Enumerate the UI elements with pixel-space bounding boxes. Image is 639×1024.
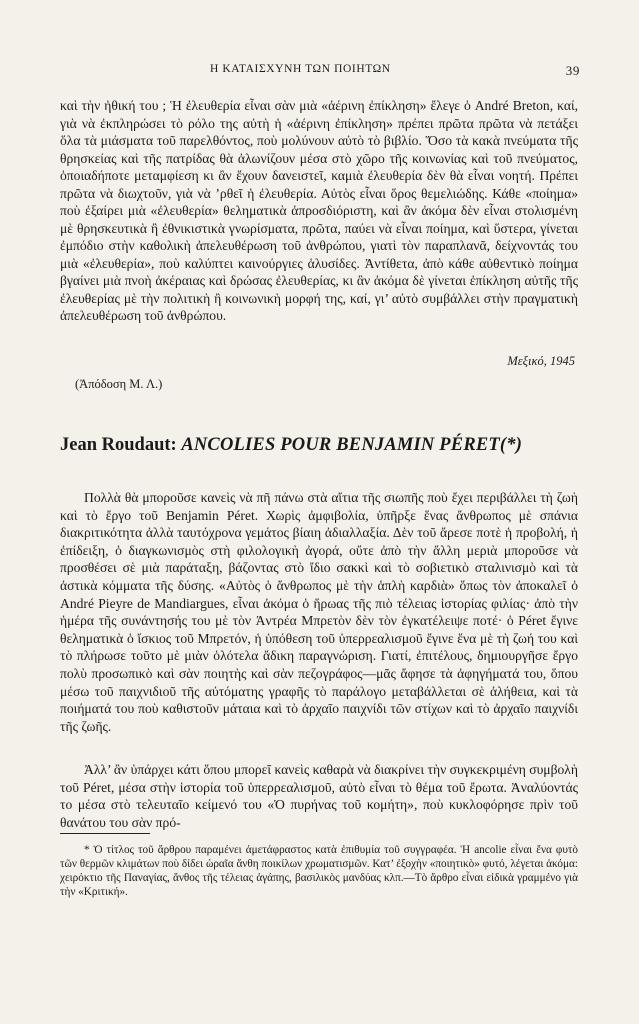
footnote-divider bbox=[60, 833, 150, 834]
article-paragraph-1: Πολλὰ θὰ μποροῦσε κανεὶς νὰ πῆ πάνω στὰ αἴτια τῆς σιωπῆς ποὺ ἔχει περιβάλλει τὴ ζωὴ καὶ τὸ ἔργο τοῦ Benjamin Péret. Χωρὶς ἀμφιβολία, ὑπῆρξε ἕνας ἄνθρωπος μὲ σπάνια διακριτικότητα ἀλλὰ ταυτόχρονα γεμάτος βίαιη ἀδιαλλαξία. Δὲν τοῦ ἄρεσε ποτὲ ἡ προβολή, ἡ ἐπίδειξη, ὁ διαγκωνισμὸς στὴ φιλολογικὴ ἀγορά, οὔτε ἀπὸ τὴν ἄλλη μεριὰ μποροῦσε νὰ προσθέσει σὲ μιὰ παράταξη, βάζοντας στὸ ἴδιο σακκὶ καὶ τὸ σοβιετικὸ σταλινισμὸ καὶ τὰ ἀστικὰ κόμματα τῆς δύσης. «Αὐτὸς ὁ ἄνθρωπος μὲ τὴν ἁπλὴ καρδιὰ» ὅπως τὸν ἀποκαλεῖ ὁ André Pieyre de Mandiargues, εἶναι ἀκόμα ὁ ἥρωας τῆς πιὸ τέλειας ἱστορίας φιλίας· ἀπὸ τὴν ἡμέρα τῆς συνάντησής του μὲ τὸν Ἀντρέα Μπρετὸν δὲν τὸν ἐγκατέλειψε ποτέ· ὁ Péret ἔγινε θεληματικὰ ὁ ἴσκιος τοῦ Μπρετόν, ἡ ὑπόθεση τοῦ ὑπερρεαλισμοῦ ἔγινε ἕνα μὲ τὴ ζωή του καὶ τὸ πλήρωσε τοῦτο μὲ μιὰν ὁλότελα ἄδικη παραγνώριση. Γιατί, ἐπιτέλους, δημιουργῆσε ἔργο πολὺ προσωπικὸ καὶ σὰν ποιητὴς καὶ σὰν πεζογράφος—μᾶς ἄφησε τὰ ἀφηγήματά του, ὅπου μέσω τοῦ παιχνιδιοῦ τῆς αὐτόματης γραφῆς τὸ παράλογο μεταβάλλεται σὲ ἀλήθεια, καὶ τὰ ποιήματά του ποὺ καθιστοῦν μάταια καὶ τὸ ἀρχαῖο παιχνίδι τῶν στίχων καὶ τὸ ἀρχαῖο παιχνίδι τῆς ζωῆς. bbox=[60, 490, 578, 734]
article-author: Jean Roudaut: bbox=[60, 435, 177, 455]
article-heading bbox=[60, 435, 580, 456]
article-paragraph-2: Ἀλλ’ ἂν ὑπάρχει κάτι ὅπου μπορεῖ κανεὶς καθαρὰ νὰ διακρίνει τὴν συγκεκριμένη συμβολὴ τοῦ Péret, μέσα στὴν ἱστορία τοῦ ὑπερρεαλισμοῦ, αὐτὸ εἶναι τὸ θέμα τοῦ ἔρωτα. Ἀναλύοντάς το μέσα στὸ τελευταῖο κείμενό του «Ὁ πυρήνας τοῦ κομήτη», ποὺ κυκλοφόρησε πρὶν τοῦ θανάτου του σὰν πρό- bbox=[60, 762, 578, 830]
translator-credit: (Ἀπόδοση Μ. Λ.) bbox=[75, 377, 163, 391]
page-number: 39 bbox=[565, 63, 580, 78]
footnote: * Ὁ τίτλος τοῦ ἄρθρου παραμένει ἀμετάφραστος κατὰ ἐπιθυμία τοῦ συγγραφέα. Ἡ ancolie εἶναι ἕνα φυτὸ τῶν θερμῶν κλιμάτων ποὺ δίδει ὡραῖα ἄνθη ποικίλων χρωματισμῶν. Κατ’ ἐξοχὴν «ποιητικὸ» φυτό, λέγεται ἀκόμα: χειρόκτιο τῆς Παναγίας, ἄνθος τῆς τέλειας ἀγάπης, βασιλικὸς μανδύας κλπ.—Τὸ ἄρθρο εἶναι εἰδικὰ γραμμένο γιὰ τὴν «Κριτική». bbox=[60, 844, 578, 898]
article-title: ANCOLIES POUR BENJAMIN PÉRET(*) bbox=[181, 435, 523, 455]
preceding-article-paragraph: καὶ τὴν ἠθική του ; Ἡ ἐλευθερία εἶναι σὰν μιὰ «ἀέρινη ἐπίκληση» ἔλεγε ὁ André Breton, καί, γιὰ νὰ ἐκπληρώσει τὸ ρόλο της αὐτὴ ἡ «ἀέρινη ἐπίκληση» πρέπει πρῶτα πρῶτα νὰ πετάξει ὅλα τὰ μιάσματα τοῦ παρελθόντος, ποὺ μολύνουν αὐτὸ τὸ βιβλίο. Ὅσο τὰ κακὰ πνεύματα τῆς θρησκείας καὶ τῆς πατρίδας θὰ ἀλωνίζουν μέσα στὸ χῶρο τῆς κοινωνίας καὶ τοῦ πνεύματος, ὁποιαδήποτε μεταμφίεση κι ἂν ἔχουν δανειστεῖ, καμιὰ ἐλευθερία δὲν θὰ εἶναι νοητή. Πρέπει πρῶτα νὰ διωχτοῦν, γιὰ νὰ ’ρθεῖ ἡ ἐλευθερία. Αὐτὸς εἶναι ὅρος θεμελιώδης. Κάθε «ποίημα» ποὺ ἐξαίρει μιὰ «ἐλευθερία» θεληματικὰ ἀπροσδιόριστη, καὶ ἂν ἀκόμα δὲν εἶναι στολισμένη μὲ θρησκευτικὰ ἢ ἐθνικιστικὰ γνωρίσματα, πρῶτα, παύει νὰ εἶναι ποίημα, καὶ ὕστερα, γίνεται ἐμπόδιο στὴν καθολικὴ ἀπελευθέρωση τοῦ ἀνθρώπου, γιατὶ τὸν παραπλανᾶ, δείχνοντάς του μιὰ «ἐλευθερία», ποὺ καλύπτει καινούργιες ἁλυσίδες. Ἀντίθετα, ἀπὸ κάθε αὐθεντικὸ ποίημα βγαίνει μιὰ πνοὴ ἀκέραιας καὶ δρώσας ἐλευθερίας, κι ἂν ἀκόμα δὲ γίνεται ἐπίκληση αὐτῆς τῆς ἐλευθερίας μὲ τὴν πολιτικὴ ἢ κοινωνικὴ μορφή της, καί, γι’ αὐτὸ συμβάλλει στὴν πραγματικὴ ἀπελευθέρωση τοῦ ἀνθρώπου. bbox=[60, 98, 578, 323]
running-title: Η ΚΑΤΑΙΣΧΥΝΗ ΤΩΝ ΠΟΙΗΤΩΝ bbox=[210, 63, 391, 75]
place-date-signoff: Μεξικό, 1945 bbox=[507, 354, 575, 368]
